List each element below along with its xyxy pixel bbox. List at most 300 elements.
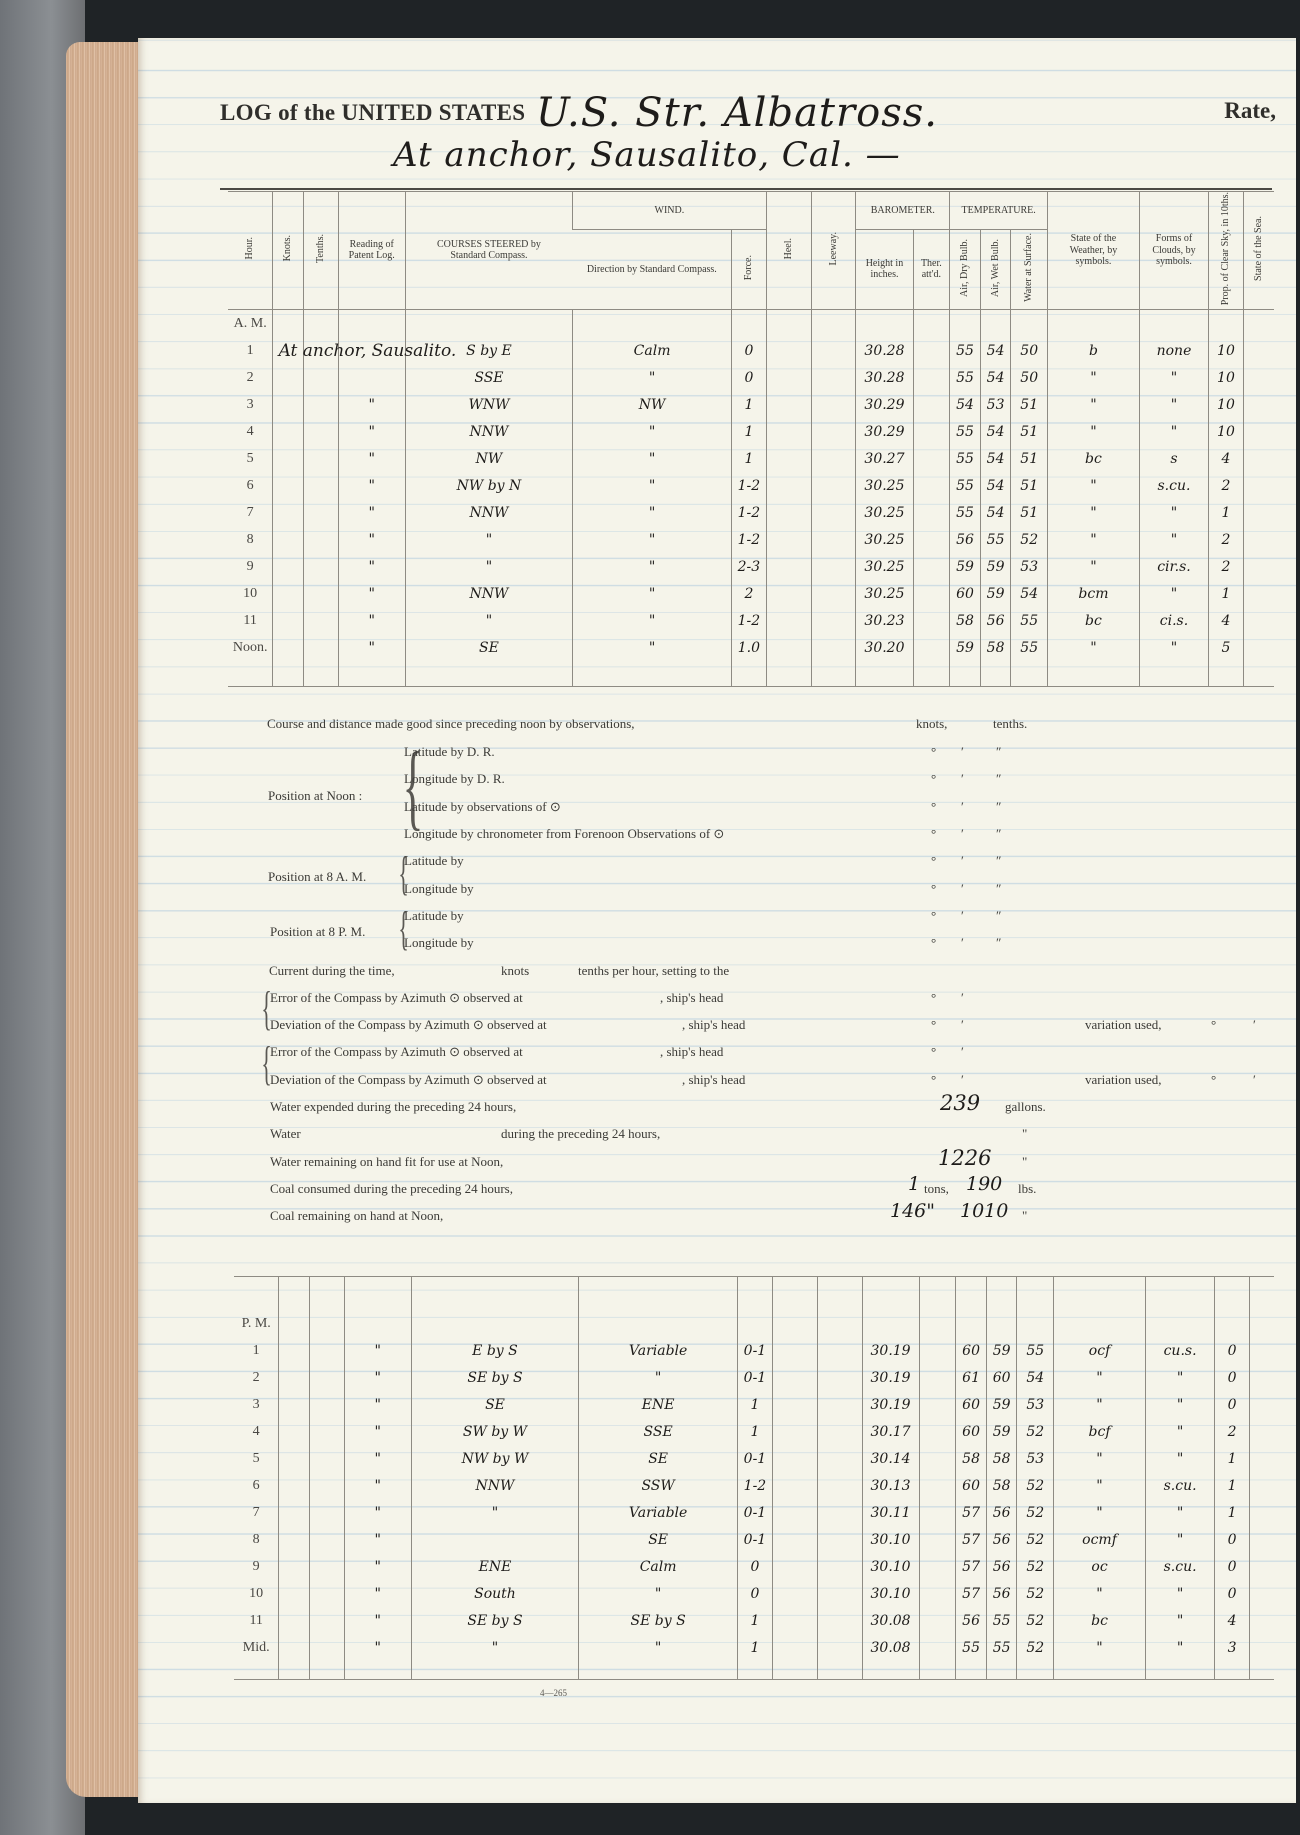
am-log-row [228, 391, 1274, 418]
tenths-cell [309, 1635, 344, 1662]
hour-cell: 5 [252, 1451, 260, 1466]
water-surface-cell: 55 [1017, 1338, 1054, 1365]
form-code: 4—265 [540, 1688, 567, 1698]
heel-cell [766, 445, 811, 472]
air-dry-cell: 55 [950, 472, 981, 499]
air-dry-cell: 60 [950, 580, 981, 607]
lon-8am-label: Longitude by [404, 881, 474, 896]
barometer-cell: 30.25 [856, 499, 913, 526]
wind-direction-cell: " [573, 634, 732, 661]
leeway-cell [817, 1473, 862, 1500]
ther-att-cell [919, 1608, 956, 1635]
water-surface-cell: 53 [1017, 1446, 1054, 1473]
dms-mark: ° [931, 771, 937, 786]
clouds-cell: " [1139, 580, 1208, 607]
wind-force-cell: 0-1 [738, 1365, 773, 1392]
variation-used-label-2: variation used, [1085, 1072, 1162, 1087]
clouds-cell: cir.s. [1139, 553, 1208, 580]
hour-cell: 7 [252, 1505, 260, 1520]
course-cell: " [411, 1500, 578, 1527]
weather-cell: ocf [1054, 1338, 1146, 1365]
logbook-page: LOG of the UNITED STATES U.S. Str. Albatross. Rate, At anchor, Sausalito, Cal. — Hour. Knots. Tenths. Reading of Patent Log. COURSES STEERED by Standard Compass. WIND. Heel. Leeway. BAROMETER. TEMPERATURE. State of the Weather, by symbols. Forms of Clouds, by symbols. Prop. of Clear Sky, in 10ths. State of the Sea. Direction by Standard Compass. Force. Height in inches. Ther. att'd. Air, Dry Bulb. Air, Wet Bulb. Water at Surface. A. M. 1 At anchor, Sausalito. S by E Calm 0 30.28 55 54 50 b none 10 2 SSE " 0 30.28 55 54 50 " " 10 3 " WNW NW 1 30.29 54 53 51 " " 10 4 " NNW " 1 30.29 55 54 51 " " 10 5 " NW " 1 30.27 55 54 51 bc s 4 6 " NW by N " 1-2 30.25 55 54 51 " s.cu. 2 7 " NNW " 1-2 30.25 55 54 51 " " 1 8 " " " 1-2 30.25 56 55 52 " " 2 9 " " " 2-3 30.25 59 59 53 " cir.s. 2 10 " NNW " 2 30.25 60 59 54 bcm " 1 11 " " " 1-2 30.23 58 56 55 bc ci.s. 4 Noon. " SE " 1.0 30.20 59 58 55 " " 5 Course and distance made good since preceding noon by observations, knots, tenths. { Position at Noon : Latitude by D. R. Longitude by D. R. Latitude by observations of ⊙ Longitude by chronometer from Forenoon Observations of ⊙ { Position at 8 A. M. Latitude by Longitude by { Position at 8 P. M. Latitude by Longitude by ° ′ ″ ° ′ ″ ° ′ ″ ° ′ ″ ° ′ ″ ° ′ ″ ° ′ ″ ° ′ ″ ° ′ ° ′ ° ′ ° ′ ° ′ ° ′ Current during the time, knots tenths per hour, setting to the { Error of the Compass by Azimuth ⊙ observed at , ship's head Deviation of the Compass by Azimuth ⊙ observed at , ship's head variation used, { Error of the Compass by Azimuth ⊙ observed at , ship's head Deviation of the Compass by Azimuth ⊙ observed at , ship's head variation used, Water expended during the preceding 24 hours, 239 gallons. Water during the preceding 24 hours, " Water remaining on hand fit for use at Noon, 1226 " Coal consumed during the preceding 24 hours, 1 tons, 190 lbs. Coal remaining on hand at Noon, 146" 1010 " P. M. 1 " E by S Variable 0-1 30.19 60 59 55 ocf cu.s. 0 2 " SE by S " 0-1 30.19 61 60 54 " " 0 3 " SE ENE 1 30.19 60 59 53 " " 0 4 " SW by W SSE 1 30.17 60 59 52 bcf " 2 5 " NW by W SE 0-1 30.14 58 58 53 " " 1 6 " NNW SSW 1-2 30.13 60 58 52 " s.cu. 1 7 " " Variable 0-1 30.11 57 56 52 " " 1 8 " SE 0-1 30.10 57 56 52 ocmf " 0 9 " ENE Calm 0 30.10 57 56 52 oc s.cu. 0 10 " South " 0 30.10 57 56 52 " " 0 11 " SE by S SE by S 1 30.08 56 55 52 bc " 4 Mid. " " " 1 30.08 55 55 52 " " 3 4—265 [138, 38, 1296, 1803]
am-log-row [228, 364, 1274, 391]
ther-att-cell [919, 1473, 956, 1500]
clouds-cell: " [1145, 1500, 1214, 1527]
barometer-cell: 30.29 [856, 418, 913, 445]
wind-direction-cell: " [573, 526, 732, 553]
wind-direction-cell: SSW [579, 1473, 738, 1500]
air-wet-cell: 53 [980, 391, 1011, 418]
air-dry-cell: 60 [956, 1392, 987, 1419]
heel-cell [772, 1473, 817, 1500]
wind-direction-cell: SE [579, 1527, 738, 1554]
leeway-cell [811, 499, 856, 526]
coal-remaining-tons: 146" [890, 1200, 936, 1222]
wind-direction-cell: Variable [579, 1338, 738, 1365]
clouds-cell: " [1139, 364, 1208, 391]
lat-8am-label: Latitude by [404, 853, 464, 868]
wind-direction-cell: " [573, 418, 732, 445]
sea-state-cell [1243, 580, 1274, 607]
course-cell: SSE [405, 364, 572, 391]
col-wind: WIND. [573, 192, 767, 230]
course-cell: WNW [405, 391, 572, 418]
wind-force-cell: 1 [732, 418, 767, 445]
leeway-cell [811, 580, 856, 607]
air-dry-cell: 56 [956, 1608, 987, 1635]
col-temperature: TEMPERATURE. [950, 192, 1048, 230]
dms-mark: ″ [996, 744, 1002, 759]
current-tenths-label: tenths per hour, setting to the [578, 963, 730, 978]
hour-cell: Mid. [242, 1640, 270, 1655]
coal-remaining-ditto: " [1022, 1208, 1028, 1223]
air-dry-cell: 60 [956, 1419, 987, 1446]
ther-att-cell [913, 472, 950, 499]
knots-cell [279, 1635, 310, 1662]
pm-log-row [234, 1635, 1274, 1662]
heel-cell [772, 1581, 817, 1608]
tenths-cell [303, 580, 338, 607]
leeway-cell [817, 1419, 862, 1446]
water-surface-cell: 52 [1017, 1581, 1054, 1608]
wind-force-cell: 0-1 [738, 1446, 773, 1473]
dms-mark: ″ [996, 826, 1002, 841]
water-surface-cell: 52 [1017, 1635, 1054, 1662]
dms-mark: ° [931, 881, 937, 896]
course-cell: NNW [411, 1473, 578, 1500]
knots-cell [279, 1527, 310, 1554]
water-surface-cell: 54 [1011, 580, 1048, 607]
weather-cell: bc [1054, 1608, 1146, 1635]
weather-cell: " [1054, 1581, 1146, 1608]
course-cell: SE [411, 1392, 578, 1419]
barometer-cell: 30.28 [856, 364, 913, 391]
am-log-row [228, 472, 1274, 499]
heel-cell [766, 607, 811, 634]
variation-mark: ° [1211, 1072, 1217, 1087]
am-log-row [228, 634, 1274, 661]
clouds-cell: none [1139, 337, 1208, 364]
water-during-label: during the preceding 24 hours, [501, 1126, 661, 1141]
water-surface-cell: 52 [1017, 1419, 1054, 1446]
clear-sky-cell: 4 [1209, 607, 1244, 634]
heel-cell [766, 364, 811, 391]
air-dry-cell: 57 [956, 1500, 987, 1527]
pm-log-row [234, 1446, 1274, 1473]
clear-sky-cell: 10 [1209, 391, 1244, 418]
leeway-cell [817, 1338, 862, 1365]
water-surface-cell: 52 [1017, 1527, 1054, 1554]
sea-state-cell [1243, 472, 1274, 499]
weather-cell: " [1054, 1635, 1146, 1662]
air-dry-cell: 55 [950, 499, 981, 526]
hour-cell: Noon. [232, 639, 268, 655]
water-surface-cell: 51 [1011, 391, 1048, 418]
air-wet-cell: 54 [980, 472, 1011, 499]
dms-mark: ° [931, 1044, 937, 1059]
wind-force-cell: 1 [738, 1392, 773, 1419]
clouds-cell: " [1145, 1527, 1214, 1554]
clouds-cell: " [1145, 1581, 1214, 1608]
dms-mark: ′ [961, 771, 964, 786]
clouds-cell: " [1139, 418, 1208, 445]
clear-sky-cell: 1 [1215, 1446, 1250, 1473]
heel-cell [766, 472, 811, 499]
wind-direction-cell: NW [573, 391, 732, 418]
wind-direction-cell: Calm [579, 1554, 738, 1581]
col-air-wet: Air, Wet Bulb. [989, 238, 1001, 297]
tenths-cell [309, 1527, 344, 1554]
tons-label: tons, [924, 1181, 949, 1196]
hour-cell: 8 [252, 1532, 260, 1547]
ther-att-cell [919, 1500, 956, 1527]
heel-cell [772, 1608, 817, 1635]
barometer-cell: 30.10 [862, 1527, 919, 1554]
tenths-cell [303, 418, 338, 445]
ther-att-cell [919, 1635, 956, 1662]
dms-mark: ′ [961, 826, 964, 841]
weather-cell: " [1054, 1473, 1146, 1500]
patent-log-cell: " [344, 1500, 411, 1527]
clouds-cell: ci.s. [1139, 607, 1208, 634]
patent-log-cell: " [344, 1581, 411, 1608]
wind-direction-cell: " [573, 364, 732, 391]
clouds-cell: s.cu. [1145, 1473, 1214, 1500]
air-dry-cell: 55 [950, 364, 981, 391]
deviation-compass-label-2: Deviation of the Compass by Azimuth ⊙ observed at [270, 1072, 547, 1087]
course-cell: NNW [405, 580, 572, 607]
heel-cell [772, 1365, 817, 1392]
water-surface-cell: 53 [1017, 1392, 1054, 1419]
patent-log-cell: " [338, 580, 405, 607]
clear-sky-cell: 10 [1209, 364, 1244, 391]
ther-att-cell [913, 526, 950, 553]
clouds-cell: " [1139, 499, 1208, 526]
weather-cell: " [1054, 1446, 1146, 1473]
tenths-cell [303, 499, 338, 526]
patent-log-cell: " [338, 391, 405, 418]
air-dry-cell: 59 [950, 634, 981, 661]
hour-cell: 9 [252, 1559, 260, 1574]
wind-direction-cell: " [573, 553, 732, 580]
water-remaining-label: Water remaining on hand fit for use at Noon, [270, 1154, 504, 1169]
knots-label: knots, [916, 716, 948, 731]
heel-cell [772, 1635, 817, 1662]
weather-cell: bc [1048, 445, 1140, 472]
knots-cell [279, 1365, 310, 1392]
patent-log-cell: " [338, 499, 405, 526]
patent-log-cell: " [338, 418, 405, 445]
weather-cell: ocmf [1054, 1527, 1146, 1554]
pm-log-row [234, 1419, 1274, 1446]
barometer-cell: 30.29 [856, 391, 913, 418]
course-cell: SW by W [411, 1419, 578, 1446]
dms-mark: ′ [961, 1017, 964, 1032]
water-surface-cell: 54 [1017, 1365, 1054, 1392]
heel-cell [772, 1338, 817, 1365]
weather-cell: " [1048, 634, 1140, 661]
sea-state-cell [1249, 1500, 1274, 1527]
knots-cell [273, 391, 304, 418]
wind-direction-cell: SSE [579, 1419, 738, 1446]
clear-sky-cell: 1 [1215, 1500, 1250, 1527]
wind-force-cell: 0 [738, 1581, 773, 1608]
course-cell: " [405, 526, 572, 553]
weather-cell: " [1048, 499, 1140, 526]
wind-direction-cell: " [573, 607, 732, 634]
clouds-cell: " [1145, 1446, 1214, 1473]
course-cell: SE [405, 634, 572, 661]
patent-log-cell: " [344, 1338, 411, 1365]
header-rule [220, 188, 1272, 190]
col-sea: State of the Sea. [1253, 216, 1265, 282]
course-cell: NW by N [405, 472, 572, 499]
leeway-cell [817, 1635, 862, 1662]
course-cell: SE by S [411, 1608, 578, 1635]
ther-att-cell [913, 391, 950, 418]
sea-state-cell [1249, 1527, 1274, 1554]
clouds-cell: " [1145, 1635, 1214, 1662]
lon-chron-label: Longitude by chronometer from Forenoon Observations of ⊙ [404, 826, 725, 841]
tenths-cell [309, 1473, 344, 1500]
barometer-cell: 30.27 [856, 445, 913, 472]
leeway-cell [817, 1554, 862, 1581]
clear-sky-cell: 2 [1209, 553, 1244, 580]
tenths-cell [309, 1446, 344, 1473]
leeway-cell [811, 472, 856, 499]
sea-state-cell [1249, 1446, 1274, 1473]
am-log-row [228, 337, 1274, 364]
knots-cell [279, 1338, 310, 1365]
air-wet-cell: 59 [980, 580, 1011, 607]
sea-state-cell [1249, 1365, 1274, 1392]
knots-cell [279, 1554, 310, 1581]
pm-log-row [234, 1608, 1274, 1635]
weather-cell: " [1048, 418, 1140, 445]
dms-mark: ° [931, 744, 937, 759]
col-clouds: Forms of Clouds, by symbols. [1139, 192, 1208, 310]
variation-used-label-1: variation used, [1085, 1017, 1162, 1032]
wind-force-cell: 0-1 [738, 1338, 773, 1365]
sea-state-cell [1243, 445, 1274, 472]
clear-sky-cell: 10 [1209, 418, 1244, 445]
leeway-cell [817, 1392, 862, 1419]
air-wet-cell: 56 [986, 1581, 1017, 1608]
wind-force-cell: 1 [732, 445, 767, 472]
knots-cell [273, 634, 304, 661]
air-wet-cell: 59 [986, 1338, 1017, 1365]
weather-cell: " [1048, 526, 1140, 553]
barometer-cell: 30.08 [862, 1635, 919, 1662]
tenths-cell [309, 1338, 344, 1365]
patent-log-cell: " [338, 526, 405, 553]
sea-state-cell [1249, 1419, 1274, 1446]
sea-state-cell [1249, 1608, 1274, 1635]
patent-log-cell: " [338, 472, 405, 499]
col-wind-direction: Direction by Standard Compass. [573, 230, 732, 310]
wind-direction-cell: " [573, 472, 732, 499]
am-log-row [228, 418, 1274, 445]
barometer-cell: 30.23 [856, 607, 913, 634]
clear-sky-cell: 0 [1215, 1527, 1250, 1554]
col-clear-sky: Prop. of Clear Sky, in 10ths. [1220, 192, 1232, 306]
position-noon-label: Position at Noon : [268, 788, 363, 803]
course-cell: NW [405, 445, 572, 472]
air-dry-cell: 55 [950, 445, 981, 472]
dms-mark: ′ [961, 908, 964, 923]
patent-log-cell: " [338, 553, 405, 580]
ships-head-label-4: , ship's head [682, 1072, 746, 1087]
wind-direction-cell: Variable [579, 1500, 738, 1527]
pm-log-row [234, 1365, 1274, 1392]
ther-att-cell [913, 553, 950, 580]
clear-sky-cell: 4 [1215, 1608, 1250, 1635]
hour-cell: 11 [243, 612, 257, 628]
lon-8pm-label: Longitude by [404, 935, 474, 950]
wind-direction-cell: " [573, 445, 732, 472]
tenths-cell [309, 1365, 344, 1392]
hour-cell: 6 [246, 477, 254, 493]
knots-cell [279, 1500, 310, 1527]
am-log-row [228, 553, 1274, 580]
wind-direction-cell: " [579, 1581, 738, 1608]
tenths-cell [303, 634, 338, 661]
patent-log-cell: " [344, 1446, 411, 1473]
barometer-cell: 30.19 [862, 1392, 919, 1419]
heel-cell [766, 553, 811, 580]
coal-remaining-lbs: 1010 [960, 1200, 1009, 1222]
air-dry-cell: 55 [950, 337, 981, 364]
position-8pm-label: Position at 8 P. M. [270, 924, 366, 939]
hour-cell: 5 [246, 450, 254, 466]
air-wet-cell: 58 [980, 634, 1011, 661]
course-cell: " [405, 607, 572, 634]
barometer-cell: 30.25 [856, 526, 913, 553]
tenths-cell [303, 607, 338, 634]
ther-att-cell [913, 607, 950, 634]
water-surface-cell: 55 [1011, 634, 1048, 661]
weather-cell: " [1048, 391, 1140, 418]
heel-cell [766, 634, 811, 661]
barometer-cell: 30.25 [856, 472, 913, 499]
barometer-cell: 30.13 [862, 1473, 919, 1500]
air-wet-cell: 54 [980, 418, 1011, 445]
air-dry-cell: 54 [950, 391, 981, 418]
ther-att-cell [913, 418, 950, 445]
air-wet-cell: 56 [986, 1554, 1017, 1581]
clear-sky-cell: 3 [1215, 1635, 1250, 1662]
heel-cell [772, 1554, 817, 1581]
clouds-cell: s.cu. [1139, 472, 1208, 499]
dms-mark: ″ [996, 853, 1002, 868]
clear-sky-cell: 1 [1209, 580, 1244, 607]
water-surface-cell: 53 [1011, 553, 1048, 580]
weather-cell: " [1054, 1365, 1146, 1392]
barometer-cell: 30.14 [862, 1446, 919, 1473]
coal-consumed-tons: 1 [908, 1173, 921, 1195]
water-surface-cell: 50 [1011, 364, 1048, 391]
am-log-row [228, 607, 1274, 634]
dms-mark: ′ [961, 881, 964, 896]
knots-cell [273, 526, 304, 553]
water-surface-cell: 51 [1011, 499, 1048, 526]
barometer-cell: 30.10 [862, 1581, 919, 1608]
ther-att-cell [913, 364, 950, 391]
air-dry-cell: 56 [950, 526, 981, 553]
am-log-row [228, 580, 1274, 607]
knots-cell [273, 607, 304, 634]
wind-force-cell: 0-1 [738, 1500, 773, 1527]
course-cell: SE by S [411, 1365, 578, 1392]
deviation-compass-label-1: Deviation of the Compass by Azimuth ⊙ observed at [270, 1017, 547, 1032]
wind-direction-cell: " [579, 1365, 738, 1392]
clouds-cell: " [1139, 526, 1208, 553]
weather-cell: " [1054, 1392, 1146, 1419]
dms-mark: ° [931, 1017, 937, 1032]
clear-sky-cell: 4 [1209, 445, 1244, 472]
dms-mark: ′ [961, 1044, 964, 1059]
ther-att-cell [919, 1581, 956, 1608]
air-dry-cell: 60 [956, 1338, 987, 1365]
dms-mark: ′ [961, 744, 964, 759]
ships-head-label-2: , ship's head [682, 1017, 746, 1032]
sea-state-cell [1243, 634, 1274, 661]
barometer-cell: 30.08 [862, 1608, 919, 1635]
leeway-cell [811, 526, 856, 553]
col-weather: State of the Weather, by symbols. [1048, 192, 1140, 310]
water-surface-cell: 51 [1011, 445, 1048, 472]
tenths-cell [309, 1419, 344, 1446]
tenths-cell [309, 1608, 344, 1635]
sea-state-cell [1243, 364, 1274, 391]
hour-cell: 4 [246, 423, 254, 439]
dms-mark: ″ [996, 771, 1002, 786]
sea-state-cell [1243, 553, 1274, 580]
clouds-cell: " [1145, 1608, 1214, 1635]
ther-att-cell [913, 445, 950, 472]
course-cell: E by S [411, 1338, 578, 1365]
location: At anchor, Sausalito, Cal. — [393, 135, 901, 175]
pm-log-row [234, 1338, 1274, 1365]
sea-state-cell [1249, 1392, 1274, 1419]
wind-force-cell: 2-3 [732, 553, 767, 580]
leeway-cell [811, 607, 856, 634]
knots-cell [273, 553, 304, 580]
pm-label: P. M. [241, 1316, 271, 1331]
air-wet-cell: 55 [986, 1608, 1017, 1635]
barometer-cell: 30.20 [856, 634, 913, 661]
knots-cell [273, 472, 304, 499]
